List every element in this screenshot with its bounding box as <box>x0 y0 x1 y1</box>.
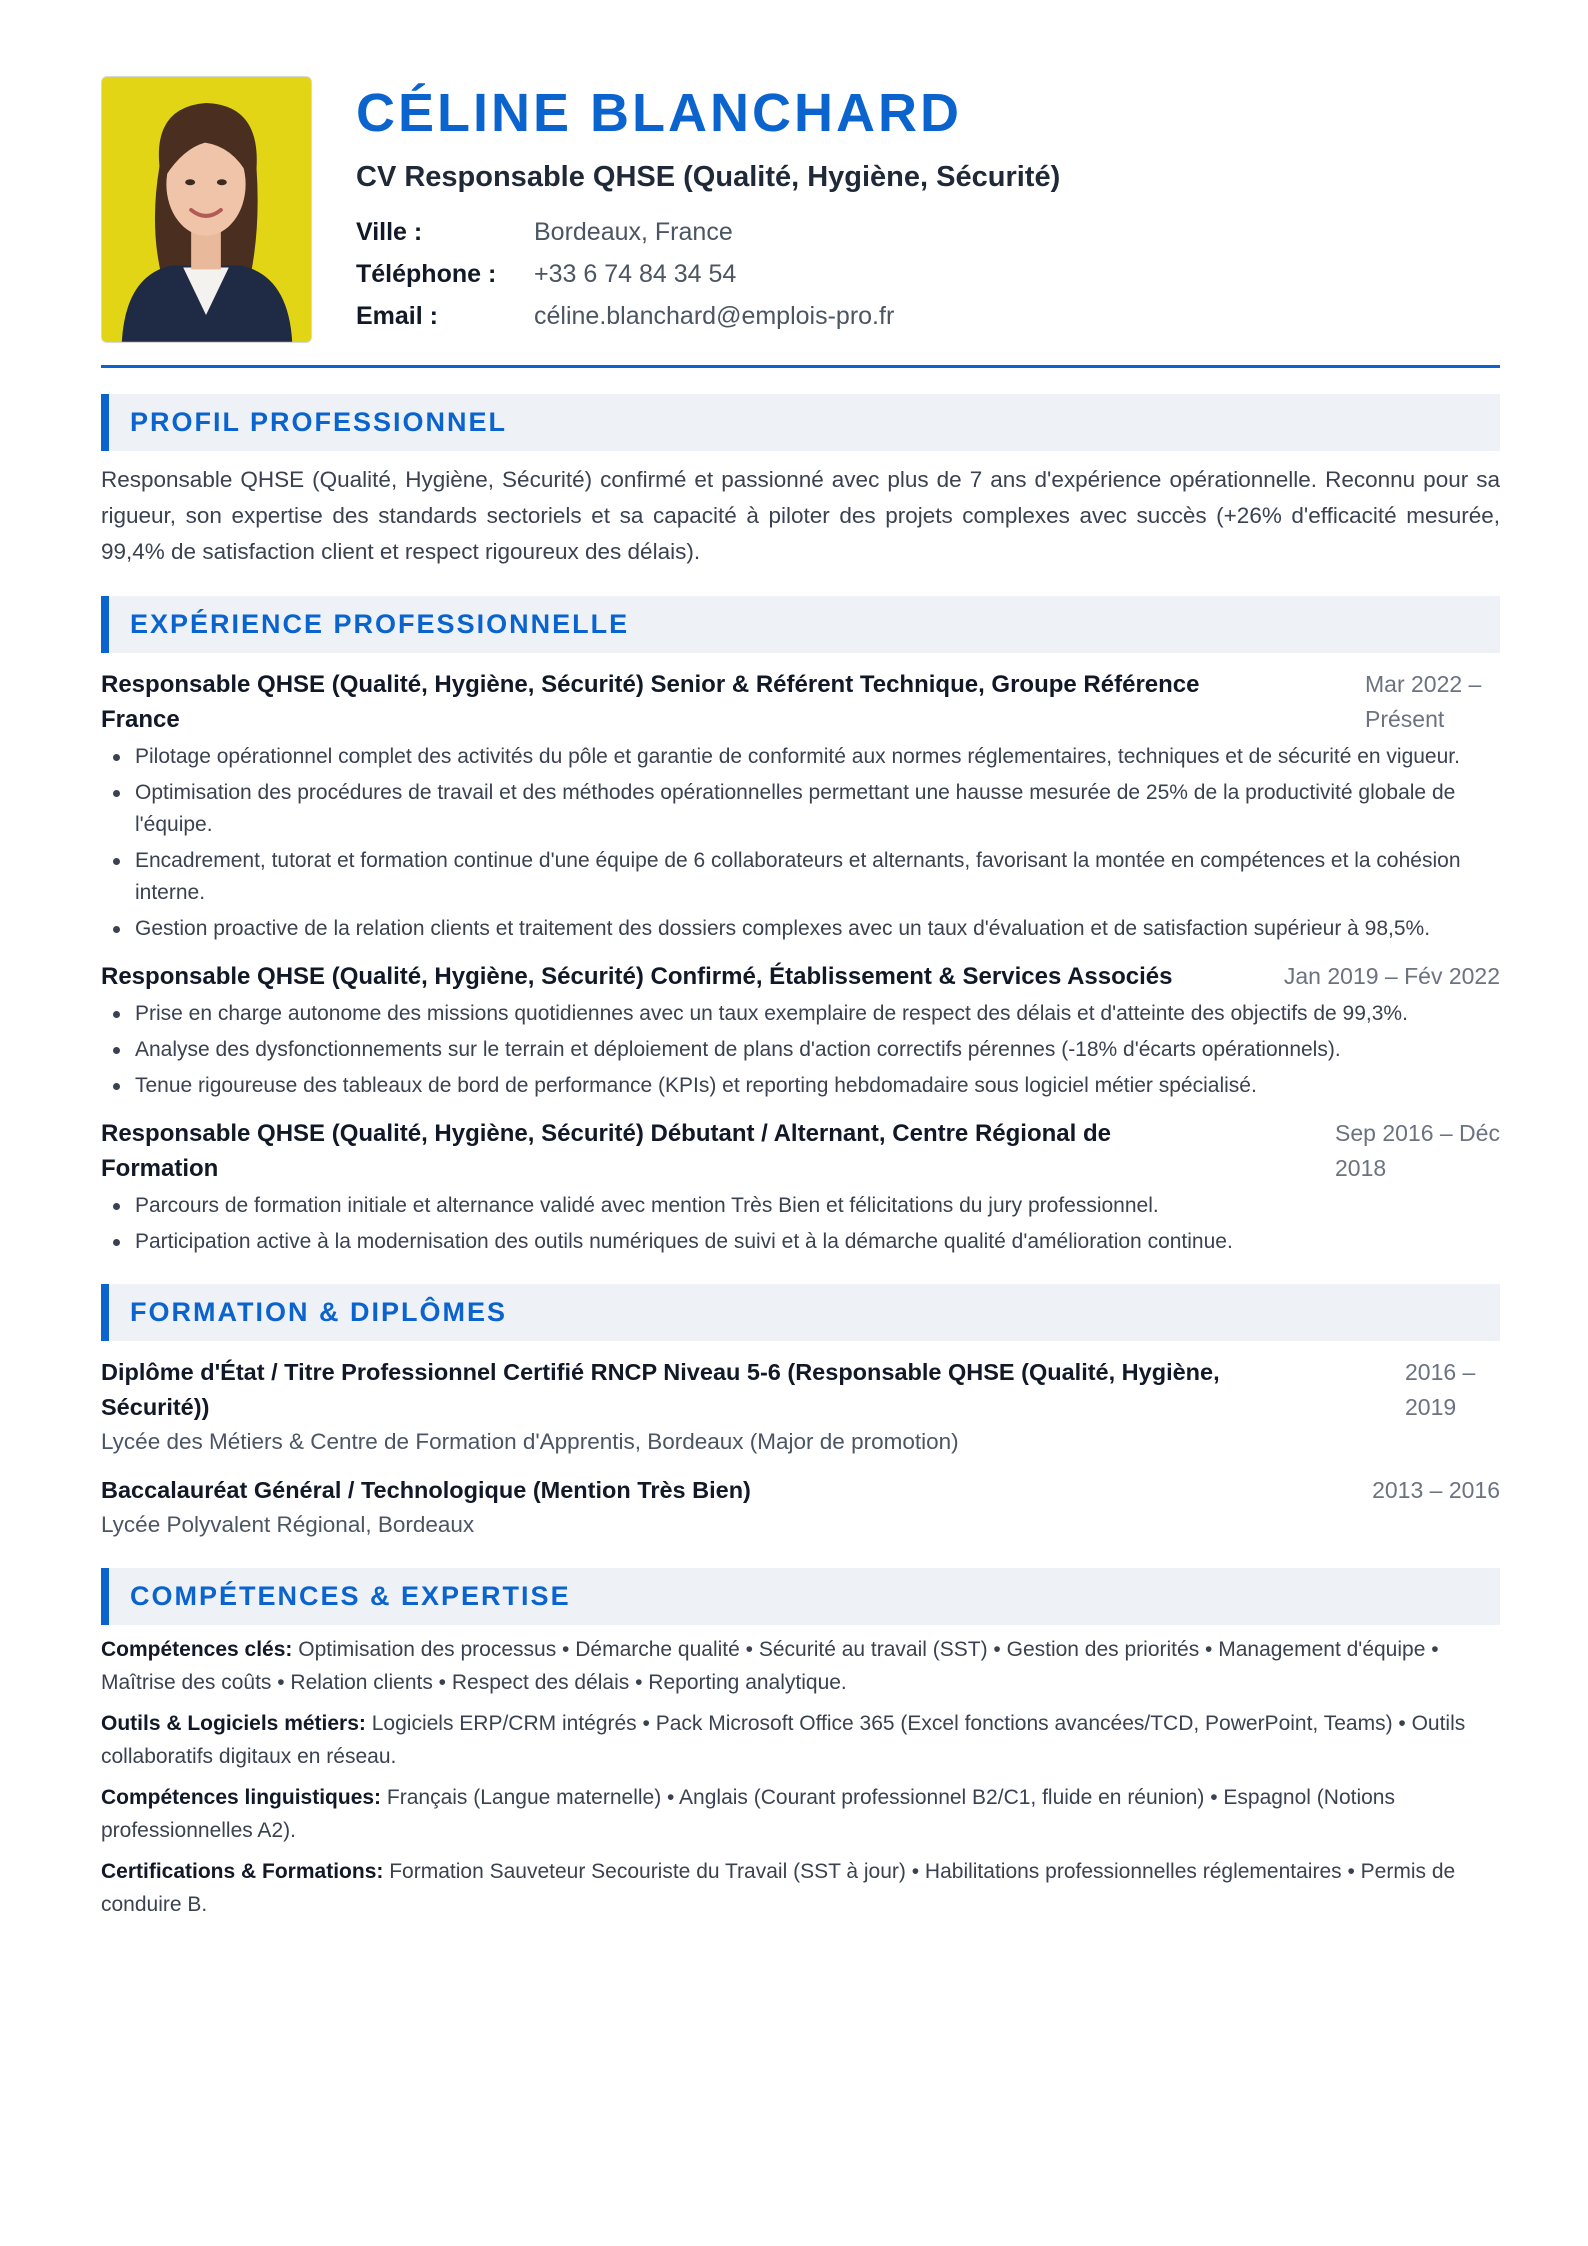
job-bullets <box>101 1190 1500 1258</box>
contact-label: Ville : <box>356 218 423 246</box>
job-bullet: Pilotage opérationnel complet des activités du pôle et garantie de conformité aux normes réglementaires, techniques et de sécurité en vigueur. <box>101 741 1500 773</box>
job-entry <box>101 959 1500 1102</box>
skill-label: Compétences linguistiques: <box>101 1786 382 1809</box>
job-bullet: Optimisation des procédures de travail et des méthodes opérationnelles permettant une hausse mesurée de 25% de la productivité globale de l'équipe. <box>101 777 1500 841</box>
candidate-name: CÉLINE BLANCHARD <box>356 83 962 143</box>
education-header <box>101 1473 1500 1508</box>
section-title-education: FORMATION & DIPLÔMES <box>101 1284 1500 1341</box>
contact-value: céline.blanchard@emplois-pro.fr <box>534 302 895 330</box>
job-header <box>101 667 1500 737</box>
skill-label: Certifications & Formations: <box>101 1860 384 1883</box>
job-title: Responsable QHSE (Qualité, Hygiène, Sécurité) Débutant / Alternant, Centre Régional de Formation <box>101 1120 1111 1182</box>
contact-email <box>356 295 1060 337</box>
section-title-profile: PROFIL PROFESSIONNEL <box>101 394 1500 451</box>
skill-line <box>101 1781 1500 1847</box>
job-header <box>101 1116 1500 1186</box>
education-date: 2013 – 2016 <box>1372 1477 1500 1503</box>
profile-text: Responsable QHSE (Qualité, Hygiène, Sécurité) confirmé et passionné avec plus de 7 ans d'expérience opérationnelle. Reconnu pour sa rigueur, son expertise des standards sectoriels et sa capacité à piloter des projets complexes avec succès (+26% d'efficacité mesurée, 99,4% de satisfaction client et respect rigoureux des délais). <box>101 467 1500 564</box>
skill-line <box>101 1855 1500 1921</box>
section-title-experience: EXPÉRIENCE PROFESSIONNELLE <box>101 596 1500 653</box>
education-entry <box>101 1473 1500 1542</box>
education-date: 2016 – 2019 <box>1405 1359 1476 1420</box>
cv-subtitle: CV Responsable QHSE (Qualité, Hygiène, Sécurité) <box>356 161 1061 193</box>
contact-phone <box>356 253 1060 295</box>
job-bullet: Gestion proactive de la relation clients et traitement des dossiers complexes avec un taux d'évaluation et de satisfaction supérieur à 98,5%. <box>101 913 1500 945</box>
contact-value: Bordeaux, France <box>534 218 733 246</box>
skill-text: Logiciels ERP/CRM intégrés • Pack Microsoft Office 365 (Excel fonctions avancées/TCD, PowerPoint, Teams) • Outils collaboratifs digitaux en réseau. <box>101 1712 1466 1768</box>
education-title: Diplôme d'État / Titre Professionnel Certifié RNCP Niveau 5-6 (Responsable QHSE (Qualité, Hygiène, Sécurité)) <box>101 1359 1220 1420</box>
job-bullets <box>101 998 1500 1102</box>
job-title: Responsable QHSE (Qualité, Hygiène, Sécurité) Confirmé, Établissement & Services Associés <box>101 963 1173 990</box>
job-bullet: Parcours de formation initiale et alternance validé avec mention Très Bien et félicitations du jury professionnel. <box>101 1190 1500 1222</box>
job-bullet: Prise en charge autonome des missions quotidiennes avec un taux exemplaire de respect des délais et d'atteinte des objectifs de 99,3%. <box>101 998 1500 1030</box>
job-date: Jan 2019 – Fév 2022 <box>1283 963 1500 989</box>
contact-city <box>356 211 1060 253</box>
contact-label: Email : <box>356 302 438 330</box>
skill-label: Compétences clés: <box>101 1638 293 1661</box>
profile-photo <box>101 76 312 343</box>
job-bullet: Participation active à la modernisation des outils numériques de suivi et à la démarche qualité d'amélioration continue. <box>101 1226 1500 1258</box>
header-divider <box>101 365 1500 368</box>
job-entry <box>101 667 1500 945</box>
education-header <box>101 1355 1500 1425</box>
job-title: Responsable QHSE (Qualité, Hygiène, Sécurité) Senior & Référent Technique, Groupe Référence France <box>101 671 1200 733</box>
skill-text: Français (Langue maternelle) • Anglais (Courant professionnel B2/C1, fluide en réunion) • Espagnol (Notions professionnelles A2). <box>101 1786 1395 1842</box>
education-title: Baccalauréat Général / Technologique (Mention Très Bien) <box>101 1477 751 1503</box>
skill-text: Formation Sauveteur Secouriste du Travail (SST à jour) • Habilitations professionnelles réglementaires • Permis de conduire B. <box>101 1860 1456 1916</box>
skill-label: Outils & Logiciels métiers: <box>101 1712 366 1735</box>
section-title-skills: COMPÉTENCES & EXPERTISE <box>101 1568 1500 1625</box>
job-entry <box>101 1116 1500 1258</box>
job-header <box>101 959 1500 994</box>
contact-list <box>356 211 1060 337</box>
job-bullets <box>101 741 1500 945</box>
job-date: Sep 2016 – Déc 2018 <box>1335 1120 1500 1181</box>
education-entry <box>101 1355 1500 1459</box>
education-school: Lycée Polyvalent Régional, Bordeaux <box>101 1512 475 1537</box>
education-school: Lycée des Métiers & Centre de Formation d'Apprentis, Bordeaux (Major de promotion) <box>101 1429 959 1454</box>
cv-header <box>101 76 1500 343</box>
contact-label: Téléphone : <box>356 260 497 288</box>
job-bullet: Analyse des dysfonctionnements sur le terrain et déploiement de plans d'action correctifs pérennes (-18% d'écarts opérationnels). <box>101 1034 1500 1066</box>
job-bullet: Encadrement, tutorat et formation continue d'une équipe de 6 collaborateurs et alternants, favorisant la montée en compétences et la cohésion interne. <box>101 845 1500 909</box>
job-date: Mar 2022 – Présent <box>1365 671 1482 732</box>
job-bullet: Tenue rigoureuse des tableaux de bord de performance (KPIs) et reporting hebdomadaire sous logiciel métier spécialisé. <box>101 1070 1500 1102</box>
skill-line <box>101 1633 1500 1699</box>
skill-text: Optimisation des processus • Démarche qualité • Sécurité au travail (SST) • Gestion des priorités • Management d'équipe • Maîtrise des coûts • Relation clients • Respect des délais • Reporting analytique. <box>101 1638 1439 1694</box>
contact-value: +33 6 74 84 34 54 <box>534 260 737 288</box>
header-info <box>356 76 1060 337</box>
skill-line <box>101 1707 1500 1773</box>
